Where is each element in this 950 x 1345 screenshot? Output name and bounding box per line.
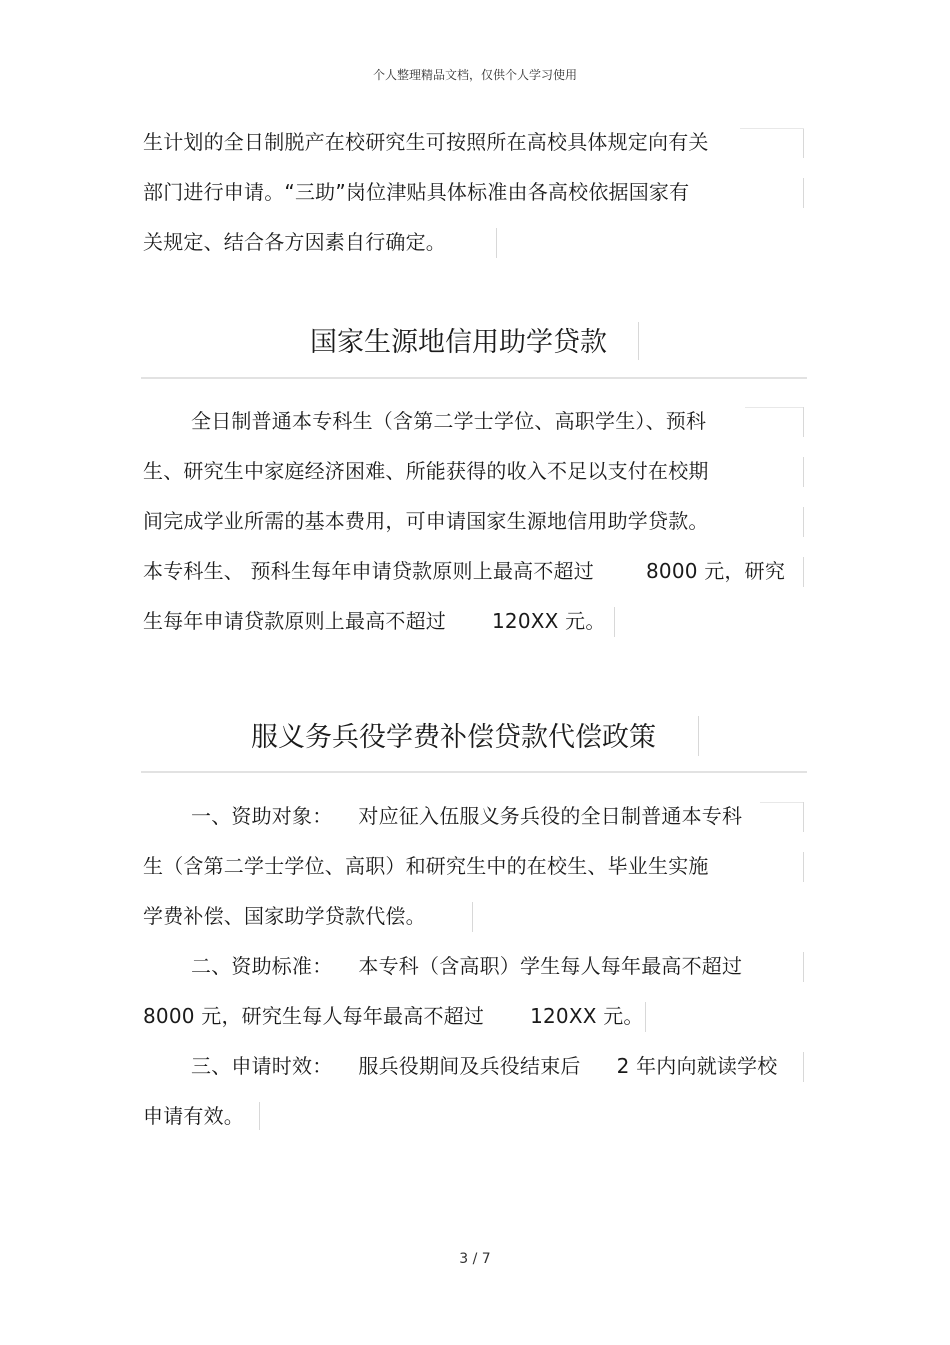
- loan-line-1: 全日制普通本专科生（含第二学士学位、高职学生）、预科: [191, 409, 707, 433]
- line-marker: [803, 407, 804, 437]
- item3-line-2: 申请有效。: [143, 1104, 244, 1128]
- loan-line-5-text: 生每年申请贷款原则上最高不超过: [143, 609, 446, 633]
- loan-line-4-text: 本专科生、 预科生每年申请贷款原则上最高不超过: [143, 559, 594, 583]
- loan-line-4: [143, 557, 785, 585]
- line-marker-top: [760, 802, 803, 803]
- line-marker: [803, 507, 804, 537]
- loan-line-3: 间完成学业所需的基本费用，可申请国家生源地信用助学贷款。: [143, 509, 709, 533]
- page-number: 3 / 7: [459, 1251, 491, 1267]
- loan-line-2: 生、研究生中家庭经济困难、所能获得的收入不足以支付在校期: [143, 459, 709, 483]
- item1-line-3: 学费补偿、国家助学贷款代偿。: [143, 904, 426, 928]
- section-divider: [141, 377, 807, 379]
- item3-label: 三、申请时效：: [191, 1054, 333, 1078]
- page-header: 个人整理精品文档，仅供个人学习使用: [372, 68, 577, 82]
- line-marker-top: [745, 407, 803, 408]
- line-marker: [803, 802, 804, 832]
- line-marker: [496, 228, 497, 258]
- intro-line-3: 关规定、结合各方因素自行确定。: [143, 230, 446, 254]
- item2-amount-graduate: 120XX 元。: [530, 1004, 644, 1028]
- item1-line-2: 生（含第二学士学位、高职）和研究生中的在校生、毕业生实施: [143, 854, 709, 878]
- line-marker: [803, 128, 804, 158]
- line-marker: [638, 322, 639, 360]
- item1-line-1: [191, 802, 742, 830]
- item3-text: 服兵役期间及兵役结束后: [358, 1054, 581, 1078]
- line-marker: [803, 557, 804, 587]
- section-title-military: 服义务兵役学费补偿贷款代偿政策: [251, 722, 656, 753]
- loan-amount-graduate: 120XX 元。: [492, 609, 606, 633]
- item2-line-2-text: 8000 元，研究生每人每年最高不超过: [143, 1004, 485, 1028]
- section-divider: [141, 771, 807, 773]
- intro-line-2: 部门进行申请。“三助”岗位津贴具体标准由各高校依据国家有: [143, 180, 690, 204]
- item2-line-2: [143, 1002, 644, 1030]
- line-marker: [645, 1002, 646, 1032]
- intro-line-1: 生计划的全日制脱产在校研究生可按照所在高校具体规定向有关: [143, 130, 709, 154]
- item2-label: 二、资助标准：: [191, 954, 333, 978]
- line-marker: [259, 1102, 260, 1130]
- item1-text: 对应征入伍服义务兵役的全日制普通本专科: [358, 804, 743, 828]
- line-marker: [803, 1052, 804, 1082]
- item2-line-1: [191, 952, 742, 980]
- line-marker: [803, 952, 804, 982]
- line-marker: [614, 607, 615, 637]
- item3-text-2: 2 年内向就读学校: [616, 1054, 778, 1078]
- loan-line-5: [143, 607, 606, 635]
- item1-label: 一、资助对象：: [191, 804, 333, 828]
- line-marker: [803, 852, 804, 882]
- loan-amount-undergrad: 8000 元，研究: [645, 559, 786, 583]
- line-marker: [472, 902, 473, 932]
- line-marker-top: [740, 128, 804, 129]
- line-marker: [803, 457, 804, 487]
- item3-line-1: [191, 1052, 778, 1080]
- line-marker: [803, 178, 804, 208]
- line-marker: [698, 716, 699, 756]
- section-title-loan: 国家生源地信用助学贷款: [310, 327, 607, 358]
- item2-text: 本专科（含高职）学生每人每年最高不超过: [358, 954, 743, 978]
